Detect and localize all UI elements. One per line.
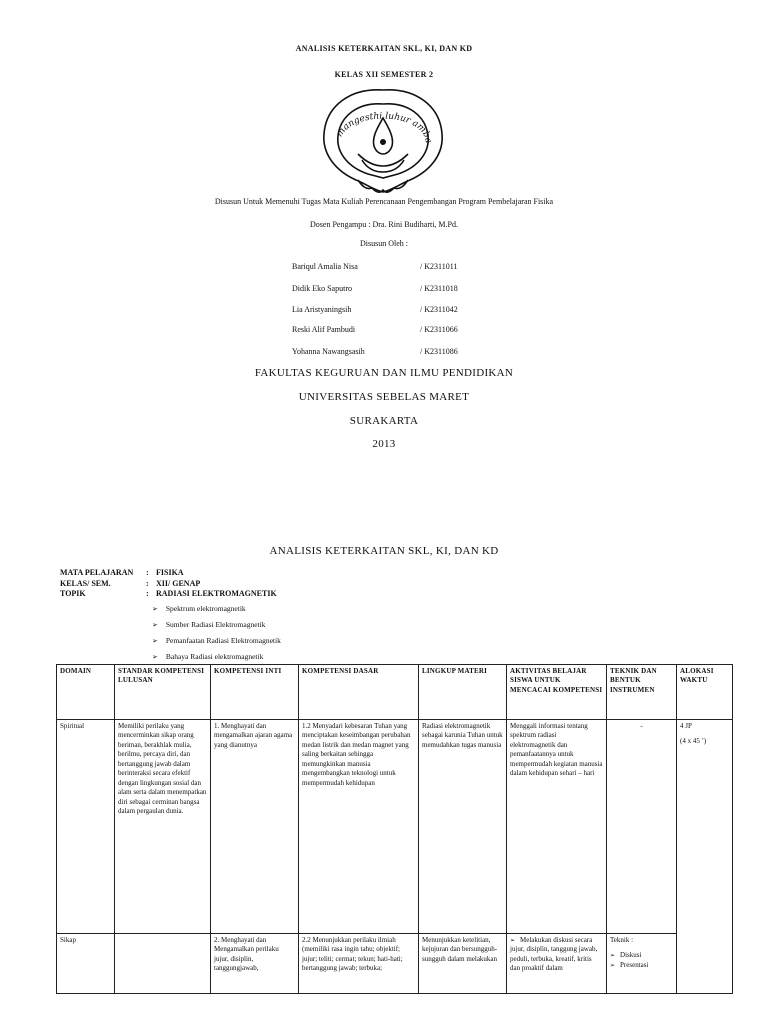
author-name: Reski Alif Pambudi bbox=[292, 325, 356, 334]
column-header: ALOKASI WAKTU bbox=[677, 665, 733, 720]
author-nim: / K2311011 bbox=[420, 262, 458, 271]
info-value: XII/ GENAP bbox=[156, 579, 201, 588]
teknik-label: Teknik : bbox=[610, 936, 634, 944]
aktivitas-list bbox=[510, 936, 603, 974]
author-nim: / K2311066 bbox=[420, 325, 458, 334]
teknik-item: ➢ Diskusi bbox=[610, 951, 673, 960]
analysis-heading: ANALISIS KETERKAITAN SKL, KI, DAN KD bbox=[269, 545, 499, 557]
cover-lecturer: Dosen Pengampu : Dra. Rini Budiharti, M.Pd. bbox=[310, 220, 458, 229]
cell-teknik: - bbox=[607, 720, 677, 934]
cell-teknik bbox=[607, 934, 677, 994]
cell-skl: Memiliki perilaku yang mencerminkan sikap orang beriman, berakhlak mulia, berilmu, percaya diri, dan bertanggung jawab dalam berinteraksi secara efektif dengan lingkungan sosial dan alam serta dalam menempatkan diri sebagai cerminan bangsa dalam pergaulan dunia. bbox=[115, 720, 211, 934]
cell-materi: Radiasi elektromagnetik sebagai karunia Tuhan untuk memudahkan tugas manusia bbox=[419, 720, 507, 934]
info-value: RADIASI ELEKTROMAGNETIK bbox=[156, 589, 277, 598]
info-row bbox=[60, 579, 200, 588]
author-name: Didik Eko Saputro bbox=[292, 284, 352, 293]
cell-ki: 2. Menghayati dan Mengamalkan perilaku jujur, disiplin, tanggungjawab, bbox=[211, 934, 299, 994]
cover-prepared-by: Disusun Oleh : bbox=[360, 239, 408, 248]
teknik-item: ➢ Presentasi bbox=[610, 961, 673, 970]
info-sep: : bbox=[146, 579, 149, 588]
subtopic-item: ➢ Bahaya Radiasi elektromagnetik bbox=[152, 649, 281, 665]
university-seal-icon bbox=[318, 84, 448, 194]
author-row bbox=[292, 262, 457, 271]
subtopic-item: ➢ Pemanfaatan Radiasi Elektromagnetik bbox=[152, 633, 281, 649]
waktu-jp: 4 JP bbox=[680, 722, 692, 730]
seal-motto: mangesthi luhur amba bbox=[334, 111, 434, 145]
cover-subtitle: KELAS XII SEMESTER 2 bbox=[334, 70, 434, 79]
cover-faculty: FAKULTAS KEGURUAN DAN ILMU PENDIDIKAN bbox=[254, 367, 514, 379]
cell-materi: Menunjukkan ketelitian, kejujuran dan bersungguh-sungguh dalam melakukan bbox=[419, 934, 507, 994]
waktu-detail: (4 x 45 ’) bbox=[680, 737, 707, 746]
cover-university: UNIVERSITAS SEBELAS MARET bbox=[298, 391, 470, 403]
cell-aktivitas: Menggali informasi tentang spektrum radiasi elektromagnetik dan pemanfaatannya untuk mempermudah kegiatan manusia dalam kehidupan sehari – hari bbox=[507, 720, 607, 934]
info-row bbox=[60, 568, 184, 577]
column-header: TEKNIK DAN BENTUK INSTRUMEN bbox=[607, 665, 677, 720]
info-sep: : bbox=[146, 589, 149, 598]
author-row bbox=[292, 305, 458, 314]
cover-city: SURAKARTA bbox=[349, 415, 419, 427]
author-row bbox=[292, 347, 458, 356]
info-key: KELAS/ SEM. bbox=[60, 579, 111, 588]
column-header: AKTIVITAS BELAJAR SISWA UNTUK MENCACAI KOMPETENSI bbox=[507, 665, 607, 720]
author-name: Lia Aristyaningsih bbox=[292, 305, 352, 314]
subtopic-item: ➢ Spektrum elektromagnetik bbox=[152, 601, 281, 617]
author-nim: / K2311042 bbox=[420, 305, 458, 314]
cell-aktivitas bbox=[507, 934, 607, 994]
cover-purpose: Disusun Untuk Memenuhi Tugas Mata Kuliah Perencanaan Pengembangan Program Pembelajaran Fisika bbox=[214, 197, 554, 206]
author-nim: / K2311018 bbox=[420, 284, 458, 293]
column-header: STANDAR KOMPETENSI LULUSAN bbox=[115, 665, 211, 720]
author-row bbox=[292, 284, 458, 293]
info-key: MATA PELAJARAN bbox=[60, 568, 134, 577]
analysis-table bbox=[56, 664, 733, 994]
author-nim: / K2311086 bbox=[420, 347, 458, 356]
column-header: DOMAIN bbox=[57, 665, 115, 720]
column-header: KOMPETENSI INTI bbox=[211, 665, 299, 720]
info-value: FISIKA bbox=[156, 568, 184, 577]
cover-year: 2013 bbox=[372, 438, 396, 450]
info-sep: : bbox=[146, 568, 149, 577]
cell-kd: 2.2 Menunjukkan perilaku ilmiah (memiliki rasa ingin tahu; objektif; jujur; teliti; cermat; tekun; hati-hati; bertanggung jawab; terbuka; bbox=[299, 934, 419, 994]
table-header-row bbox=[57, 665, 733, 720]
subtopic-item: ➢ Sumber Radiasi Elektromagnetik bbox=[152, 617, 281, 633]
author-row bbox=[292, 325, 458, 334]
cell-domain: Spiritual bbox=[57, 720, 115, 934]
cover-title: ANALISIS KETERKAITAN SKL, KI, DAN KD bbox=[295, 44, 473, 53]
info-row bbox=[60, 589, 277, 598]
table-row bbox=[57, 720, 733, 934]
subtopic-list bbox=[152, 601, 281, 665]
author-name: Bariqul Amalia Nisa bbox=[292, 262, 358, 271]
cell-skl bbox=[115, 934, 211, 994]
table-row bbox=[57, 934, 733, 994]
info-key: TOPIK bbox=[60, 589, 86, 598]
cell-kd: 1.2 Menyadari kebesaran Tuhan yang menciptakan keseimbangan perubahan medan listrik dan medan magnet yang saling berkaitan sehingga memungkinkan manusia mengembangkan teknologi untuk mempermudah kehidupan bbox=[299, 720, 419, 934]
cell-waktu bbox=[677, 720, 733, 994]
cell-domain: Sikap bbox=[57, 934, 115, 994]
column-header: KOMPETENSI DASAR bbox=[299, 665, 419, 720]
cell-ki: 1. Menghayati dan mengamalkan ajaran agama yang dianutnya bbox=[211, 720, 299, 934]
author-name: Yohanna Nawangsasih bbox=[292, 347, 365, 356]
column-header: LINGKUP MATERI bbox=[419, 665, 507, 720]
aktivitas-item: ➢ Melakukan diskusi secara jujur, disiplin, tanggung jawab, peduli, terbuka, kreatif, kritis dan proaktif dalam bbox=[510, 936, 603, 974]
teknik-list bbox=[610, 951, 673, 970]
